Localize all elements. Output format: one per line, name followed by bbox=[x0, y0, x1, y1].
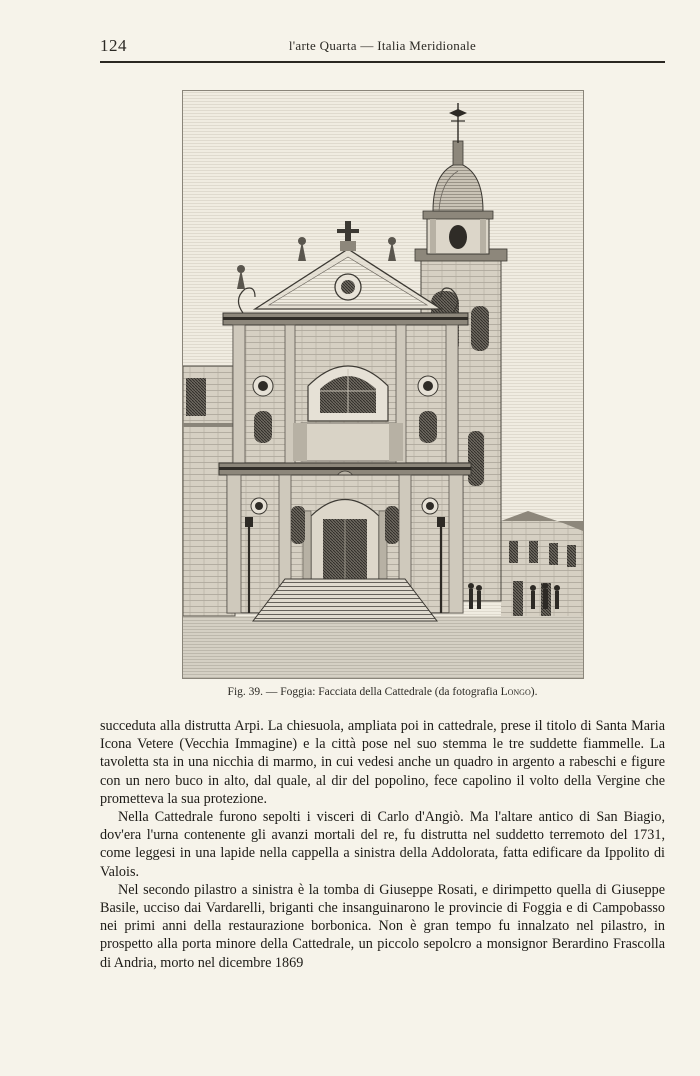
caption-text: Fig. 39. — Foggia: Facciata della Cattedrale (da fotografia bbox=[227, 686, 501, 698]
caption-end: ). bbox=[530, 686, 538, 698]
figure-caption bbox=[100, 686, 665, 698]
body-text bbox=[100, 717, 665, 972]
cathedral-engraving bbox=[182, 90, 584, 679]
caption-photographer: Longo bbox=[500, 686, 531, 698]
running-title: l'arte Quarta — Italia Meridionale bbox=[288, 38, 477, 53]
paragraph: Nel secondo pilastro a sinistra è la tomba di Giuseppe Rosati, e dirimpetto quella di Giuseppe Basile, ucciso dai Vardarelli, briganti che insanguinarono le provincie di Foggia e di Campobasso nei primi anni della restaurazione borbonica. Non è gran tempo fu innalzato nel pilastro, in prospetto alla porta minore della Cattedrale, un piccolo sepolcro a monsignor Berardino Frascolla di Andria, morto nel dicembre 1869 bbox=[100, 881, 665, 971]
running-head bbox=[100, 36, 665, 58]
paragraph: Nella Cattedrale furono sepolti i visceri di Carlo d'Angiò. Ma l'altare antico di San Biagio, dov'era l'urna contenente gli avanzi mortali del re, fu distrutta nel suddetto terremoto del 1731, come leggesi in una lapide nella cappella a sinistra della Addolorata, fatta edificare da Ippolito di Valois. bbox=[100, 809, 665, 880]
header-rule bbox=[100, 61, 665, 63]
page-number: 124 bbox=[100, 36, 127, 55]
paragraph: succeduta alla distrutta Arpi. La chiesuola, ampliata poi in cattedrale, prese il titolo di Santa Maria Icona Vetere (Vecchia Immagine) e la città pose nel suo stemma le tre suddette fiammelle. La tavoletta sta in una nicchia di marmo, in cui vedesi anche un quadro in argento a rabeschi e figure con un nero buco in alto, dal quale, al dir del popolino, fece capolino il volto della Vergine che prometteva la sua protezione. bbox=[100, 718, 665, 807]
